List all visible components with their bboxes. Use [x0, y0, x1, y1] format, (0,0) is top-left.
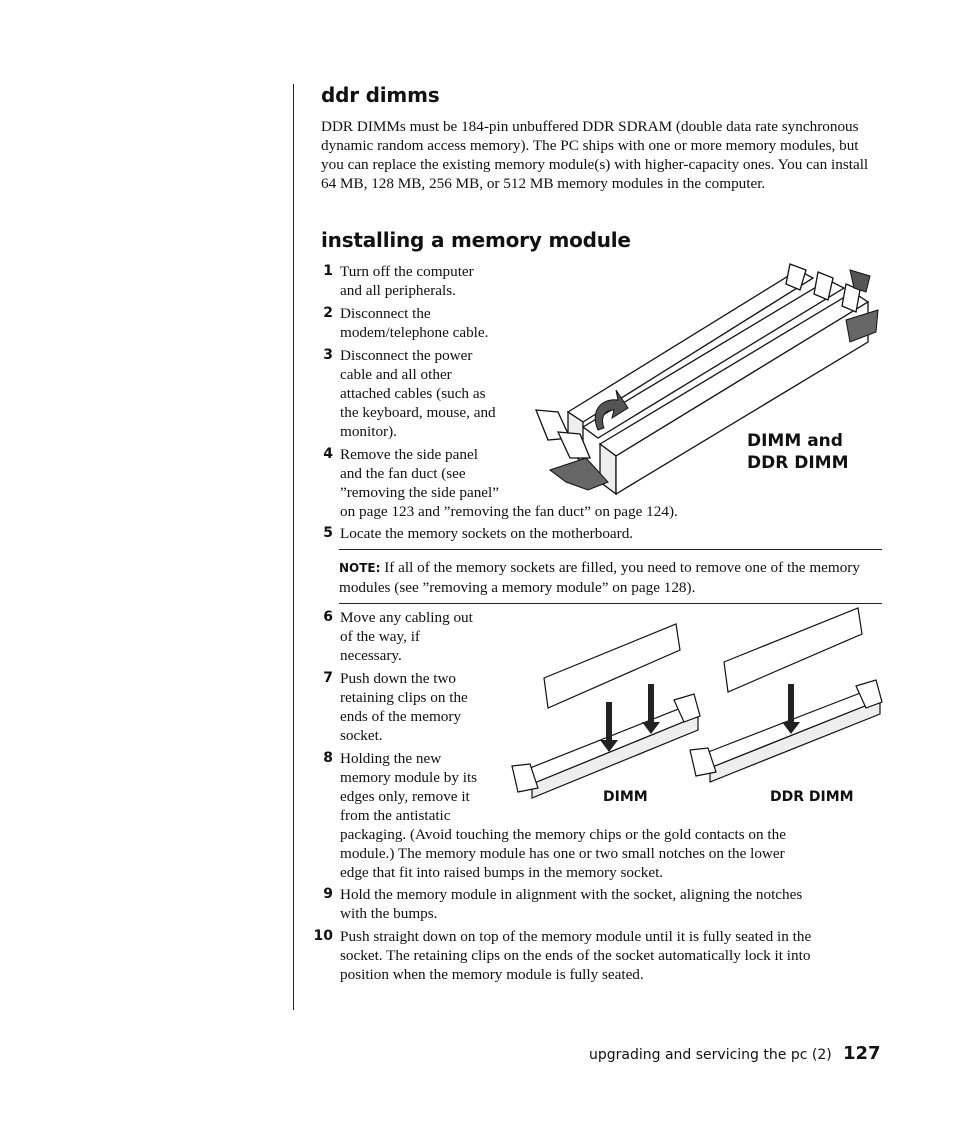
- step-line: Move any cabling out: [340, 609, 473, 626]
- note-text: If all of the memory sockets are filled, you need to remove one of the memory modules (see ”removing a memory module” on page 128).: [339, 559, 860, 596]
- step-line: and the fan duct (see: [340, 465, 466, 482]
- step-line: the keyboard, mouse, and: [340, 404, 496, 421]
- step-line: ends of the memory: [340, 708, 462, 725]
- step-number: 7: [323, 670, 333, 686]
- step-number: 9: [323, 886, 333, 902]
- step-line: of the way, if: [340, 628, 420, 645]
- step-line: cable and all other: [340, 366, 452, 383]
- step-line: Push straight down on top of the memory module until it is fully seated in the: [340, 928, 812, 945]
- step-line: Push down the two: [340, 670, 457, 687]
- step-number: 4: [323, 446, 333, 462]
- step-line: socket. The retaining clips on the ends of the socket automatically lock it into: [340, 947, 811, 964]
- step-line: Disconnect the power: [340, 347, 473, 364]
- caption-line: DIMM and: [747, 431, 843, 451]
- note-block: [339, 558, 882, 597]
- dimm-insertion-illustration: [508, 606, 884, 802]
- step-line: position when the memory module is fully seated.: [340, 966, 644, 983]
- step-9: [313, 885, 883, 923]
- section-heading-ddr-dimms: ddr dimms: [321, 83, 440, 107]
- step-5: [313, 524, 883, 543]
- step-number: 6: [323, 609, 333, 625]
- step-line: memory module by its: [340, 769, 478, 786]
- step-line: from the antistatic: [340, 807, 451, 824]
- step-number: 8: [323, 750, 333, 766]
- step-number: 10: [313, 928, 333, 944]
- step-number: 5: [323, 525, 333, 541]
- figure-caption-dimm: DIMM: [603, 789, 648, 805]
- footer-chapter: upgrading and servicing the pc (2): [589, 1047, 832, 1063]
- step-line: necessary.: [340, 647, 402, 664]
- step-line: edge that fit into raised bumps in the memory socket.: [340, 864, 664, 881]
- step-number: 3: [323, 347, 333, 363]
- down-arrow-icon: [606, 702, 612, 742]
- ddr-dimm-module: [724, 608, 862, 692]
- step-line: packaging. (Avoid touching the memory chips or the gold contacts on the: [340, 826, 786, 843]
- step-number: 1: [323, 263, 333, 279]
- step-line: modem/telephone cable.: [340, 324, 489, 341]
- note-bottom-rule: [339, 603, 882, 604]
- step-line: on page 123 and ”removing the fan duct” on page 124).: [340, 503, 678, 520]
- step-line: module.) The memory module has one or two small notches on the lower: [340, 845, 785, 862]
- caption-line: DDR DIMM: [747, 453, 849, 473]
- figure-caption-dimm-ddr: [747, 430, 849, 474]
- step-line: Hold the memory module in alignment with the socket, aligning the notches: [340, 886, 803, 903]
- note-label: NOTE:: [339, 561, 381, 575]
- step-line: ”removing the side panel”: [340, 484, 499, 501]
- down-arrow-icon: [788, 684, 794, 724]
- socket-lever: [550, 458, 608, 490]
- step-line: and all peripherals.: [340, 282, 456, 299]
- note-top-rule: [339, 549, 882, 550]
- step-10: [313, 927, 883, 984]
- page-number: 127: [843, 1043, 881, 1064]
- step-line: with the bumps.: [340, 905, 438, 922]
- ddr-dimms-paragraph: DDR DIMMs must be 184-pin unbuffered DDR SDRAM (double data rate synchronous dynamic random access memory). The PC ships with one or more memory modules, but you can replace the existing memory module(s) with higher-capacity ones. You can install 64 MB, 128 MB, 256 MB, or 512 MB memory modules in the computer.: [321, 118, 869, 192]
- step-line: Locate the memory sockets on the motherboard.: [340, 525, 634, 542]
- step-line: edges only, remove it: [340, 788, 470, 805]
- step-line: monitor).: [340, 423, 397, 440]
- step-number: 2: [323, 305, 333, 321]
- step-line: Holding the new: [340, 750, 442, 767]
- step-line: socket.: [340, 727, 383, 744]
- step-line: Remove the side panel: [340, 446, 478, 463]
- step-line: retaining clips on the: [340, 689, 468, 706]
- figure-caption-ddr-dimm: DDR DIMM: [770, 789, 854, 805]
- down-arrow-icon: [648, 684, 654, 724]
- step-line: attached cables (such as: [340, 385, 486, 402]
- section-heading-installing: installing a memory module: [321, 228, 631, 252]
- margin-rule: [293, 84, 294, 1010]
- step-line: Disconnect the: [340, 305, 431, 322]
- dimm-module: [544, 624, 680, 708]
- step-line: Turn off the computer: [340, 263, 474, 280]
